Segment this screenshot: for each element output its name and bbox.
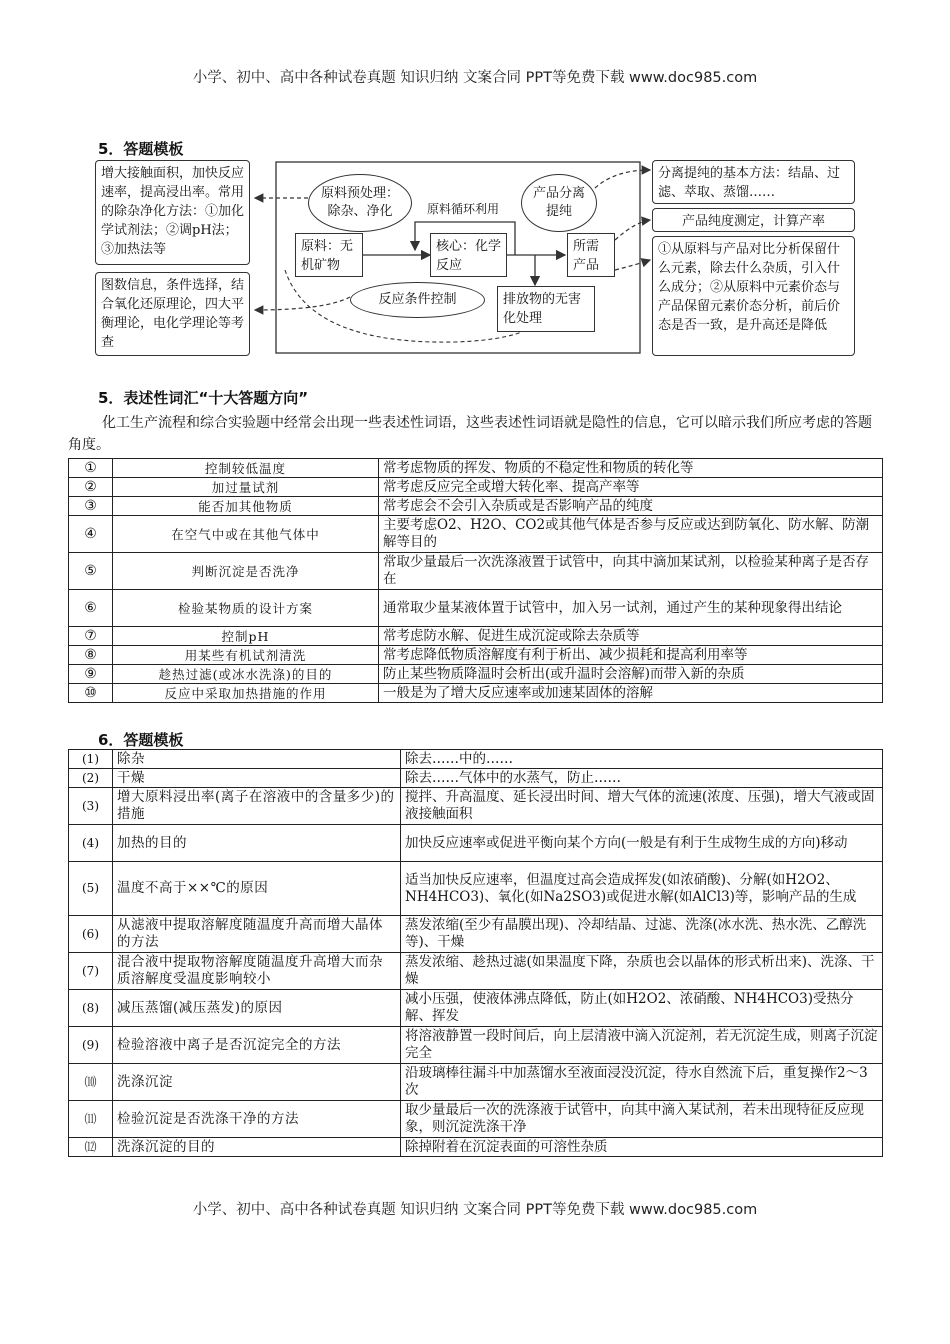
template-row: [69, 862, 883, 916]
row-key: 用某些有机试剂清洗: [113, 646, 379, 665]
row-value: 常考虑物质的挥发、物质的不稳定性和物质的转化等: [379, 459, 883, 478]
row-value: 适当加快反应速率，但温度过高会造成挥发(如浓硝酸)、分解(如H2O2、NH4HCO3)、氧化(如Na2SO3)或促进水解(如AlCl3)等，影响产品的生成: [401, 862, 883, 916]
row-number: (2): [69, 769, 113, 788]
row-key: 检验溶液中离子是否沉淀完全的方法: [113, 1027, 401, 1064]
right-mid-note: 产品纯度测定，计算产率: [652, 208, 855, 232]
row-value: 将溶液静置一段时间后，向上层清液中滴入沉淀剂，若无沉淀生成，则离子沉淀完全: [401, 1027, 883, 1064]
flow-diagram: [95, 160, 855, 360]
keyword-row: [69, 665, 883, 684]
row-number: (7): [69, 953, 113, 990]
product-box: 所需产品: [567, 233, 615, 277]
row-key: 控制pH: [113, 627, 379, 646]
answer-template-table: [68, 749, 883, 1157]
condition-bubble: 反应条件控制: [350, 282, 485, 318]
row-number: (9): [69, 1027, 113, 1064]
row-number: ②: [69, 478, 113, 497]
row-number: (3): [69, 788, 113, 825]
right-top-note: 分离提纯的基本方法：结晶、过滤、萃取、蒸馏……: [652, 160, 855, 204]
row-key: 干燥: [113, 769, 401, 788]
row-number: ⑦: [69, 627, 113, 646]
row-value: 常考虑降低物质溶解度有利于析出、减少损耗和提高利用率等: [379, 646, 883, 665]
row-value: 加快反应速率或促进平衡向某个方向(一般是有利于生成物生成的方向)移动: [401, 825, 883, 862]
template-row: [69, 750, 883, 769]
row-key: 判断沉淀是否洗净: [113, 553, 379, 590]
row-value: 减小压强，使液体沸点降低，防止(如H2O2、浓硝酸、NH4HCO3)受热分解、挥发: [401, 990, 883, 1027]
row-value: 主要考虑O2、H2O、CO2或其他气体是否参与反应或达到防氧化、防水解、防潮解等目的: [379, 516, 883, 553]
template-row: [69, 769, 883, 788]
row-number: ⑩: [69, 684, 113, 703]
intro-paragraph: 化工生产流程和综合实验题中经常会出现一些表述性词语，这些表述性词语就是隐性的信息，它可以暗示我们所应考虑的答题角度。: [68, 415, 872, 453]
row-number: ③: [69, 497, 113, 516]
row-value: 常考虑反应完全或增大转化率、提高产率等: [379, 478, 883, 497]
section-title-template: 5．答题模板: [98, 140, 184, 158]
row-number: ⑿: [69, 1138, 113, 1157]
row-key: 检验沉淀是否洗涤干净的方法: [113, 1101, 401, 1138]
row-key: 加热的目的: [113, 825, 401, 862]
row-key: 控制较低温度: [113, 459, 379, 478]
template-row: [69, 1138, 883, 1157]
template-row: [69, 1064, 883, 1101]
keyword-row: [69, 684, 883, 703]
row-key: 洗涤沉淀的目的: [113, 1138, 401, 1157]
row-value: 除去……气体中的水蒸气，防止……: [401, 769, 883, 788]
row-value: 除掉附着在沉淀表面的可溶性杂质: [401, 1138, 883, 1157]
row-number: ⑤: [69, 553, 113, 590]
row-value: 常考虑会不会引入杂质或是否影响产品的纯度: [379, 497, 883, 516]
waste-treatment-box: 排放物的无害化处理: [497, 286, 595, 332]
core-reaction-box: 核心：化学反应: [430, 233, 507, 277]
row-value: 取少量最后一次的洗涤液于试管中，向其中滴入某试剂，若未出现特征反应现象，则沉淀洗涤干净: [401, 1101, 883, 1138]
row-value: 除去……中的……: [401, 750, 883, 769]
row-number: ⑥: [69, 590, 113, 627]
keyword-row: [69, 459, 883, 478]
template-row: [69, 990, 883, 1027]
row-value: 通常取少量某液体置于试管中，加入另一试剂，通过产生的某种现象得出结论: [379, 590, 883, 627]
row-key: 增大原料浸出率(离子在溶液中的含量多少)的措施: [113, 788, 401, 825]
left-bottom-note: 图数信息，条件选择，结合氧化还原理论，四大平衡理论，电化学理论等考查: [95, 272, 250, 356]
row-key: 反应中采取加热措施的作用: [113, 684, 379, 703]
template-row: [69, 953, 883, 990]
row-key: 在空气中或在其他气体中: [113, 516, 379, 553]
recycle-label: 原料循环利用: [427, 202, 500, 216]
row-value: 搅拌、升高温度、延长浸出时间、增大气体的流速(浓度、压强)，增大气液或固液接触面积: [401, 788, 883, 825]
raw-material-box: 原料：无机矿物: [295, 233, 363, 277]
right-bottom-note: ①从原料与产品对比分析保留什么元素，除去什么杂质，引入什么成分；②从原料中元素价态与产品保留元素价态分析，前后价态是否一致，是升高还是降低: [652, 236, 855, 356]
row-key: 洗涤沉淀: [113, 1064, 401, 1101]
row-value: 蒸发浓缩、趁热过滤(如果温度下降，杂质也会以晶体的形式析出来)、洗涤、干燥: [401, 953, 883, 990]
row-number: (5): [69, 862, 113, 916]
row-key: 混合液中提取物溶解度随温度升高增大而杂质溶解度受温度影响较小: [113, 953, 401, 990]
separation-bubble: 产品分离提纯: [521, 174, 597, 232]
keyword-row: [69, 497, 883, 516]
row-number: ④: [69, 516, 113, 553]
keyword-row: [69, 516, 883, 553]
page-footer: 小学、初中、高中各种试卷真题 知识归纳 文案合同 PPT等免费下载 www.doc985.com: [192, 1202, 758, 1218]
row-number: (4): [69, 825, 113, 862]
keyword-row: [69, 553, 883, 590]
pretreatment-bubble: 原料预处理：除杂、净化: [308, 174, 412, 232]
row-number: ⑽: [69, 1064, 113, 1101]
keyword-row: [69, 646, 883, 665]
row-key: 加过量试剂: [113, 478, 379, 497]
section-title-answer-template: 6．答题模板: [98, 731, 184, 749]
template-row: [69, 825, 883, 862]
row-key: 趁热过滤(或冰水洗涤)的目的: [113, 665, 379, 684]
row-number: ⑧: [69, 646, 113, 665]
row-number: ⑨: [69, 665, 113, 684]
row-value: 蒸发浓缩(至少有晶膜出现)、冷却结晶、过滤、洗涤(冰水洗、热水洗、乙醇洗等)、干燥: [401, 916, 883, 953]
template-row: [69, 916, 883, 953]
keyword-table: [68, 458, 883, 703]
row-key: 能否加其他物质: [113, 497, 379, 516]
row-key: 温度不高于××℃的原因: [113, 862, 401, 916]
row-value: 常考虑防水解、促进生成沉淀或除去杂质等: [379, 627, 883, 646]
row-key: 除杂: [113, 750, 401, 769]
keyword-row: [69, 627, 883, 646]
row-number: (1): [69, 750, 113, 769]
template-row: [69, 1027, 883, 1064]
row-number: (8): [69, 990, 113, 1027]
keyword-row: [69, 478, 883, 497]
row-key: 检验某物质的设计方案: [113, 590, 379, 627]
row-value: 常取少量最后一次洗涤液置于试管中，向其中滴加某试剂，以检验某种离子是否存在: [379, 553, 883, 590]
row-value: 沿玻璃棒往漏斗中加蒸馏水至液面浸没沉淀，待水自然流下后，重复操作2～3次: [401, 1064, 883, 1101]
row-value: 一般是为了增大反应速率或加速某固体的溶解: [379, 684, 883, 703]
row-number: (6): [69, 916, 113, 953]
row-number: ①: [69, 459, 113, 478]
left-top-note: 增大接触面积，加快反应速率，提高浸出率。常用的除杂净化方法：①加化学试剂法；②调pH法；③加热法等: [95, 160, 250, 265]
page-header: 小学、初中、高中各种试卷真题 知识归纳 文案合同 PPT等免费下载 www.doc985.com: [192, 70, 758, 86]
keyword-row: [69, 590, 883, 627]
row-key: 从滤液中提取溶解度随温度升高而增大晶体的方法: [113, 916, 401, 953]
row-key: 减压蒸馏(减压蒸发)的原因: [113, 990, 401, 1027]
template-row: [69, 788, 883, 825]
template-row: [69, 1101, 883, 1138]
row-number: ⑾: [69, 1101, 113, 1138]
row-value: 防止某些物质降温时会析出(或升温时会溶解)而带入新的杂质: [379, 665, 883, 684]
section-title-keywords: 5．表述性词汇“十大答题方向”: [98, 389, 309, 407]
